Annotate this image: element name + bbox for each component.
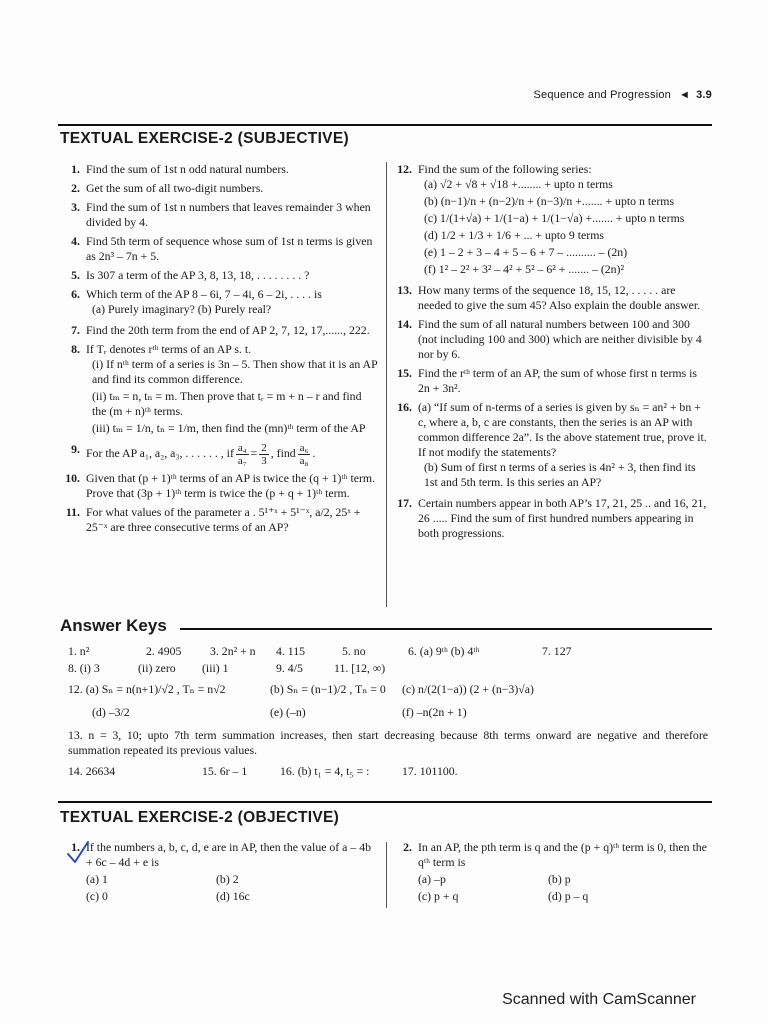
question-number: 16. [397,400,412,414]
option-c: (c) p + q [418,889,459,903]
chapter-title: Sequence and Progression [533,89,671,101]
question-4 [60,234,378,264]
top-rule [58,124,712,126]
question-1 [60,162,378,177]
column-divider [386,162,387,607]
question-text: For the AP a₁, a₂, a₃, . . . . . . , if [86,446,234,461]
option-b: (b) p [548,872,571,886]
question-number: 14. [397,317,412,331]
question-number: 12. [397,162,412,176]
question-text: Is 307 a term of the AP 3, 8, 13, 18, . . . . . . . . ? [86,268,310,282]
sub-part: (iii) tₘ = 1/n, tₙ = 1/m, then find the (mn)ᵗʰ term of the AP [92,421,366,435]
answer-16: 16. (b) t₁ = 4, t₅ = : [280,764,370,778]
objective-question-1 [60,840,378,908]
question-7 [60,323,378,338]
question-number: 10. [65,471,80,485]
answer-2: 2. 4905 [146,644,182,658]
question-8 [60,342,378,438]
question-15 [392,366,710,396]
objective-column-divider [386,842,387,908]
answer-12c: (c) n/(2(1−a)) (2 + (n−3)√a) [402,682,534,696]
answer-17: 17. 101100. [402,764,458,778]
answer-12b: (b) Sₙ = (n−1)/2 , Tₙ = 0 [270,682,386,696]
sub-part: (f) 1² – 2² + 3² – 4² + 5² – 6² + ....... – (2n)² [424,262,625,276]
question-number: 2. [403,840,412,854]
question-number: 5. [71,268,80,282]
sub-part: (a) √2 + √8 + √18 +........ + upto n terms [424,177,613,191]
option-d: (d) 16c [216,889,250,903]
answer-11: 11. [12, ∞) [334,661,386,675]
answer-7: 7. 127 [542,644,572,658]
answer-12e: (e) (–n) [270,705,306,719]
answer-6: 6. (a) 9ᵗʰ (b) 4ᵗʰ [408,644,480,658]
question-text: Certain numbers appear in both AP’s 17, 21, 25 .. and 16, 21, 26 ..... Find the sum of first hundred numbers appearing in both progressions. [418,496,707,540]
question-5 [60,268,378,283]
answer-8iii: (iii) 1 [202,661,229,675]
question-text: Find the sum of the following series: [418,162,592,176]
sub-part: (e) 1 – 2 + 3 – 4 + 5 – 6 + 7 – .......... – (2n) [424,245,628,259]
fraction: $\frac{\text{a₆}}{\text{a₈}}$ [299,442,309,467]
question-text: How many terms of the sequence 18, 15, 12, . . . . . are needed to give the sum 45? Also explain the double answer. [418,283,701,312]
question-number: 3. [71,200,80,214]
answer-row-2 [62,661,712,678]
arrow-left-icon: ◄ [679,89,691,101]
question-11 [60,505,378,535]
answer-row-4 [62,705,712,722]
answer-9: 9. 4/5 [276,661,303,675]
question-9: 9. For the AP a₁, a₂, a₃, . . . . . . , if $\frac{\text{a₄}}{\text{a₇}}$ = $\frac{2}{3}$ , find $\frac{\text{a₆}}{\text{a₈}}$ . [60,442,378,467]
question-text: Given that (p + 1)ᵗʰ terms of an AP is twice the (q + 1)ᵗʰ term. Prove that (3p + 1)ᵗʰ term is twice the (p + q + 1)ᵗʰ term. [86,471,376,500]
sub-parts [418,460,710,490]
running-head [533,88,712,103]
question-text: Find the sum of all natural numbers between 100 and 300 (not including 100 and 300) which are neither divisible by 4 nor by 6. [418,317,702,361]
option-c: (c) 0 [86,889,108,903]
question-text: Find the sum of 1st n numbers that leaves remainder 3 when divided by 4. [86,200,371,229]
option-b: (b) 2 [216,872,239,886]
question-text: If Tᵣ denotes rᵗʰ terms of an AP s. t. [86,342,252,356]
question-6 [60,287,378,319]
question-text: (a) “If sum of n-terms of a series is given by sₙ = an² + bn + c, where a, b, c are constants, then the series is an AP with common difference 2a”. Is the above statement true, prove it. If not modify the statements? [418,400,707,459]
answer-5: 5. no [342,644,366,658]
subjective-right-column [392,162,710,545]
question-text: Which term of the AP 8 – 6i, 7 – 4i, 6 – 2i, . . . . is [86,287,322,301]
question-13 [392,283,710,313]
question-text: If the numbers a, b, c, d, e are in AP, then the value of a – 4b + 6c – 4d + e is [86,840,372,869]
answer-12d: (d) –3/2 [92,705,130,719]
sub-part: (a) Purely imaginary? (b) Purely real? [92,302,272,316]
question-17 [392,496,710,541]
objective-title: TEXTUAL EXERCISE-2 (OBJECTIVE) [60,809,340,826]
subjective-left-column [60,162,378,539]
question-16 [392,400,710,492]
option-a: (a) 1 [86,872,108,886]
question-text: In an AP, the pth term is q and the (p + q)ᵗʰ term is 0, then the qᵗʰ term is [418,840,707,869]
answer-12f: (f) –n(2n + 1) [402,705,467,719]
answer-15: 15. 6r – 1 [202,764,248,778]
answer-13: 13. n = 3, 10; upto 7th term summation increases, then start decreasing because 8th terms onward are negative and therefore summation repeated its previous values. [68,728,708,757]
sub-parts [418,177,710,277]
question-number: 1. [71,162,80,176]
sub-parts [86,357,378,436]
sub-part: (b) Sum of first n terms of a series is 4n² + 3, then find its 1st and 5th term. Is this series an AP? [424,460,696,489]
sub-part: (b) (n−1)/n + (n−2)/n + (n−3)/n +....... + upto n terms [424,194,675,208]
sub-part: (ii) tₘ = n, tₙ = m. Then prove that tᵣ = m + n – r and find the (m + n)ᵗʰ terms. [92,389,362,418]
answer-row-1 [62,644,712,661]
question-number: 6. [71,287,80,301]
answer-3: 3. 2n² + n [210,644,256,658]
option-d: (d) p – q [548,889,589,903]
objective-question-2 [392,840,710,908]
question-12 [392,162,710,279]
question-text: Find 5th term of sequence whose sum of 1st n terms is given as 2n³ – 7n + 5. [86,234,373,263]
question-2 [60,181,378,196]
question-number: 1. [71,840,80,854]
question-number: 2. [71,181,80,195]
question-14 [392,317,710,362]
question-text: For what values of the parameter a . 5¹⁺ˣ + 5¹⁻ˣ, a/2, 25ˣ + 25⁻ˣ are three consecutive terms of an AP? [86,505,361,534]
question-text: Find the rᵗʰ term of an AP, the sum of whose first n terms is 2n + 3n². [418,366,697,395]
answer-keys [62,644,712,781]
sub-parts [86,302,378,317]
answer-keys-rule [180,628,712,630]
answer-8ii: (ii) zero [138,661,176,675]
sub-part: (d) 1/2 + 1/3 + 1/6 + ... + upto 9 terms [424,228,604,242]
objective-rule [58,801,712,803]
fraction: $\frac{\text{a₄}}{\text{a₇}}$ [237,442,247,467]
question-number: 4. [71,234,80,248]
question-number: 9. [71,442,80,456]
page-number: 3.9 [696,89,712,101]
question-number: 15. [397,366,412,380]
answer-1: 1. n² [68,644,90,658]
question-number: 7. [71,323,80,337]
answer-12a: 12. (a) Sₙ = n(n+1)/√2 , Tₙ = n√2 [68,682,226,696]
option-a: (a) –p [418,872,446,886]
answer-4: 4. 115 [276,644,306,658]
answer-row-3 [62,678,712,705]
answer-14: 14. 26634 [68,764,116,778]
question-number: 8. [71,342,80,356]
camscanner-watermark: Scanned with CamScanner [502,991,696,1008]
answer-row-6 [62,764,712,781]
subjective-title: TEXTUAL EXERCISE-2 (SUBJECTIVE) [60,130,349,147]
answer-8i: 8. (i) 3 [68,661,100,675]
sub-part: (i) If nᵗʰ term of a series is 3n – 5. Then show that it is an AP and find its common difference. [92,357,378,386]
question-number: 11. [65,505,80,519]
answer-keys-title: Answer Keys [60,616,167,635]
question-text: Find the sum of 1st n odd natural numbers. [86,162,289,176]
question-3 [60,200,378,230]
question-text: Find the 20th term from the end of AP 2, 7, 12, 17,......, 222. [86,323,370,337]
sub-part: (c) 1/(1+√a) + 1/(1−a) + 1/(1−√a) +....... + upto n terms [424,211,685,225]
handwritten-tick-icon [66,840,90,866]
question-text: Get the sum of all two-digit numbers. [86,181,264,195]
question-number: 17. [397,496,412,510]
question-10 [60,471,378,501]
fraction: $\frac{2}{3}$ [261,442,267,467]
question-number: 13. [397,283,412,297]
